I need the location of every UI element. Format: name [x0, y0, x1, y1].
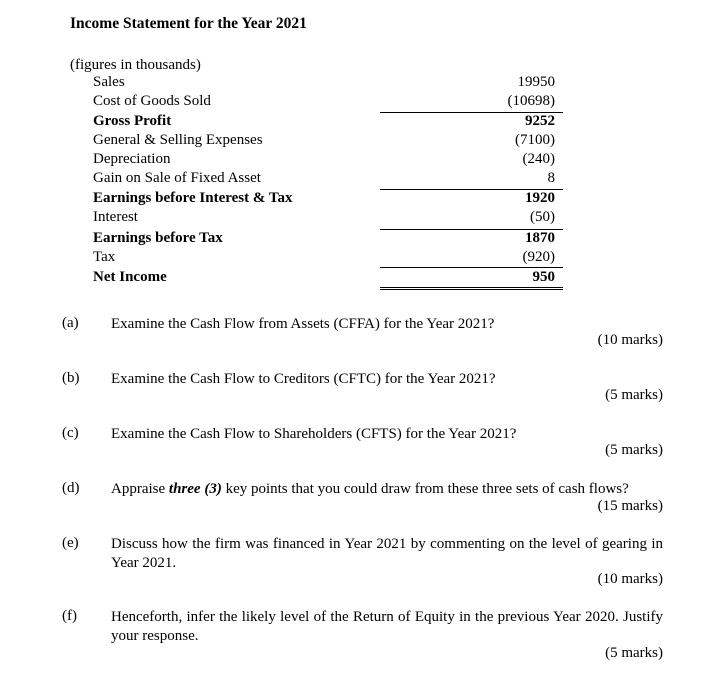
- total-double-rule: [380, 287, 563, 290]
- question-marks: (5 marks): [605, 645, 663, 661]
- question-letter: (d): [62, 480, 80, 496]
- row-ge-expenses: [93, 132, 563, 151]
- row-label: Cost of Goods Sold: [93, 93, 211, 109]
- question-text-after: key points that you could draw from these three sets of cash flows?: [221, 481, 629, 497]
- row-label: Gross Profit: [93, 113, 172, 129]
- question-marks: (10 marks): [597, 571, 663, 587]
- statement-title: Income Statement for the Year 2021: [70, 15, 307, 32]
- question-letter: (c): [62, 425, 79, 441]
- subtotal-rule: [380, 267, 563, 268]
- row-label: Sales: [93, 74, 125, 90]
- row-cogs: [93, 93, 563, 112]
- row-gain-sale: [93, 170, 563, 189]
- row-value: (7100): [515, 132, 555, 148]
- question-text: Examine the Cash Flow to Creditors (CFTC) for the Year 2021?: [111, 371, 496, 387]
- row-interest: [93, 209, 563, 228]
- row-label: Earnings before Tax: [93, 230, 223, 246]
- question-letter: (f): [62, 608, 77, 624]
- row-value: 1920: [525, 190, 555, 206]
- row-gross-profit: [93, 113, 563, 132]
- row-ebt: [93, 230, 563, 249]
- row-label: Gain on Sale of Fixed Asset: [93, 170, 261, 186]
- question-text: Henceforth, infer the likely level of the Return of Equity in the previous Year 2020. Justify your response.: [111, 609, 663, 644]
- row-depreciation: [93, 151, 563, 170]
- row-label: Interest: [93, 209, 138, 225]
- question-text-before: Appraise: [111, 481, 169, 497]
- row-net-income: [93, 269, 563, 288]
- question-marks: (5 marks): [605, 387, 663, 403]
- row-label: General & Selling Expenses: [93, 132, 263, 148]
- row-value: 19950: [517, 74, 555, 90]
- figures-note: (figures in thousands): [70, 57, 201, 73]
- question-letter: (a): [62, 315, 79, 331]
- row-tax: [93, 249, 563, 268]
- question-letter: (b): [62, 370, 80, 386]
- question-text: Examine the Cash Flow to Shareholders (CFTS) for the Year 2021?: [111, 426, 517, 442]
- row-ebit: [93, 190, 563, 209]
- row-label: Net Income: [93, 269, 167, 285]
- question-text: Examine the Cash Flow from Assets (CFFA) for the Year 2021?: [111, 316, 495, 332]
- row-value: 1870: [525, 230, 555, 246]
- row-value: (240): [522, 151, 555, 167]
- row-value: 9252: [525, 113, 555, 129]
- row-label: Tax: [93, 249, 116, 265]
- row-value: (50): [530, 209, 555, 225]
- row-label: Depreciation: [93, 151, 171, 167]
- row-sales: [93, 74, 563, 93]
- question-letter: (e): [62, 535, 79, 551]
- question-emphasis: three (3): [168, 481, 222, 497]
- question-text: [111, 480, 663, 499]
- row-value: (10698): [507, 93, 555, 109]
- row-value: 950: [532, 269, 555, 285]
- row-value: 8: [547, 170, 555, 186]
- question-marks: (15 marks): [597, 498, 663, 514]
- row-value: (920): [522, 249, 555, 265]
- row-label: Earnings before Interest & Tax: [93, 190, 293, 206]
- question-text: Discuss how the firm was financed in Year 2021 by commenting on the level of gearing in Year 2021.: [111, 536, 663, 571]
- question-marks: (10 marks): [597, 332, 663, 348]
- question-marks: (5 marks): [605, 442, 663, 458]
